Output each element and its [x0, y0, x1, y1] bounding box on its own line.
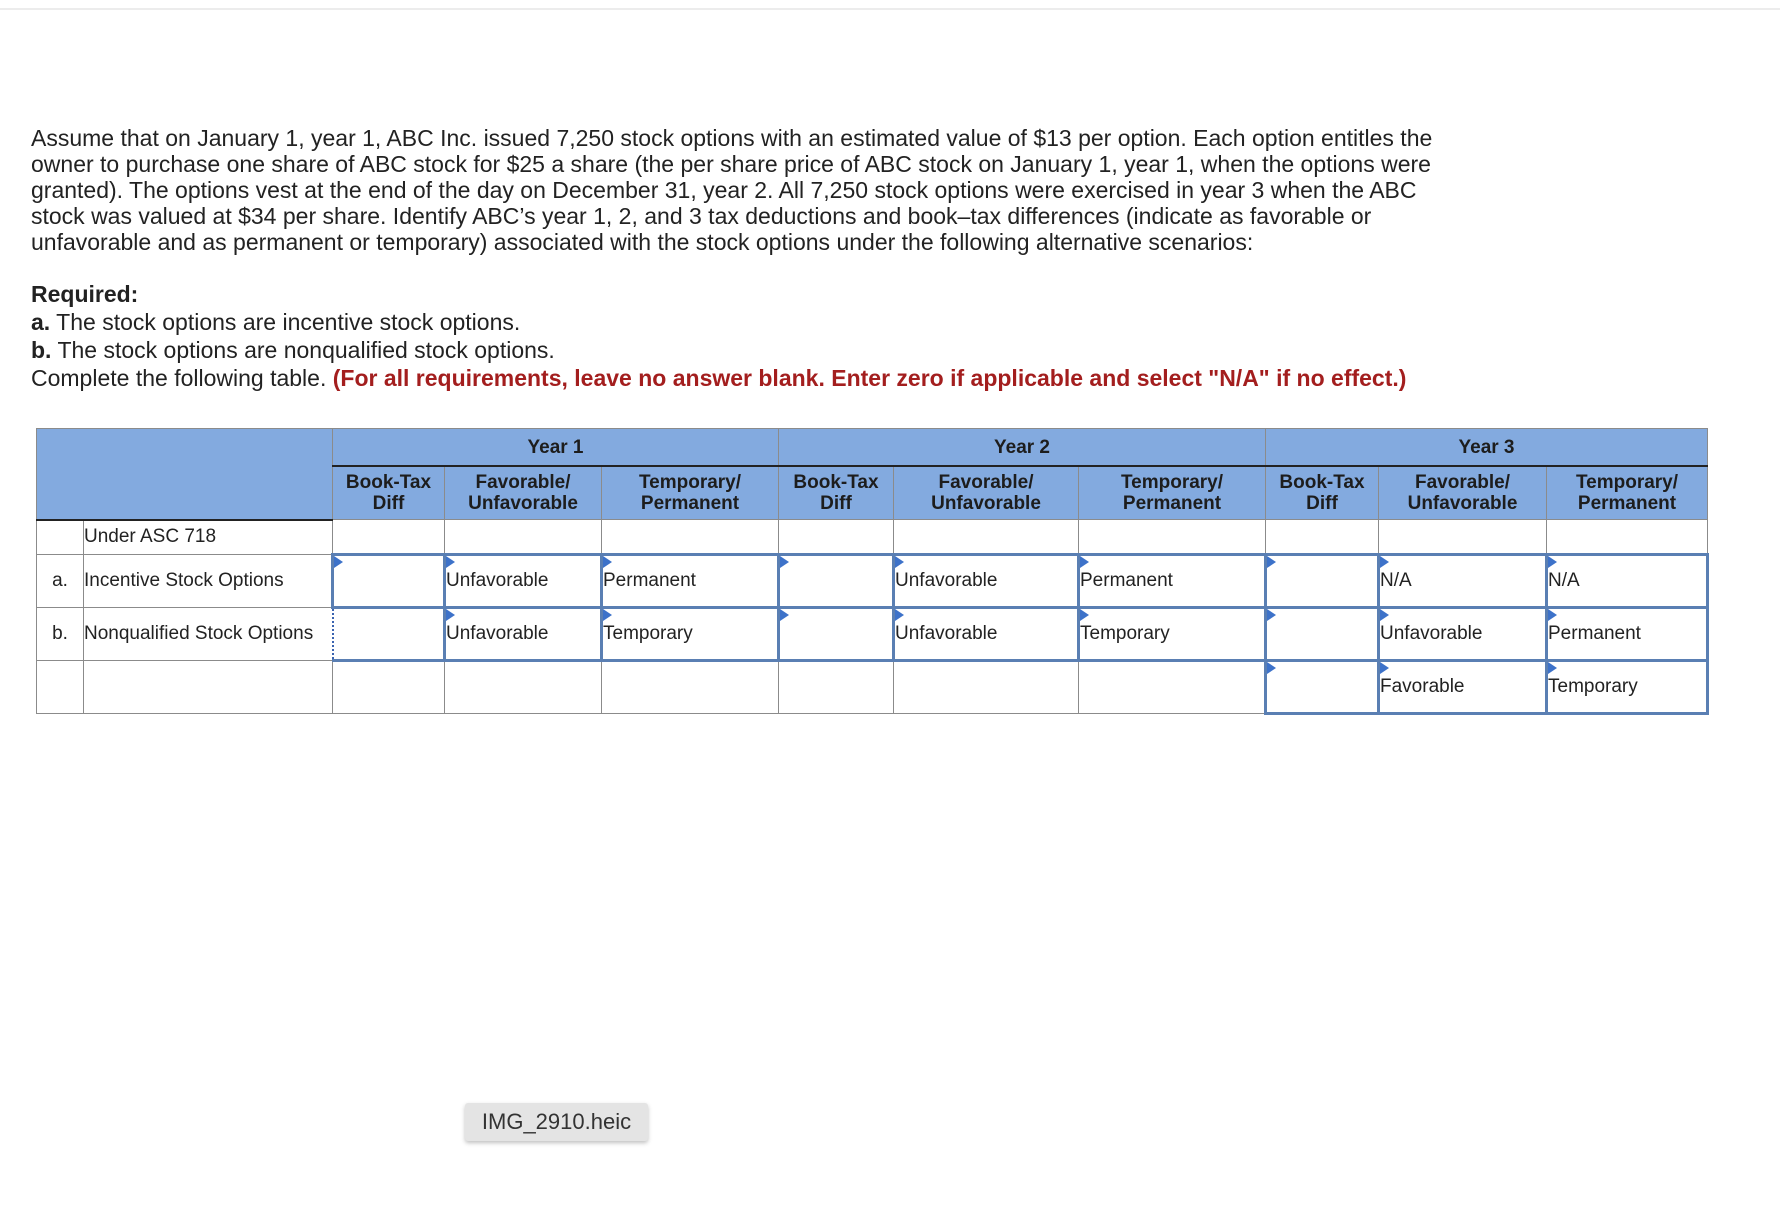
- y2-fav-dropdown[interactable]: Unfavorable: [894, 555, 1079, 608]
- y3-book-tax-input[interactable]: [1266, 555, 1379, 608]
- table-row: [37, 661, 1708, 714]
- y3-temp-header: Temporary/ Permanent: [1547, 466, 1708, 520]
- y3-book-tax-input[interactable]: [1266, 608, 1379, 661]
- cell-marker-icon: [1267, 556, 1276, 568]
- cell-marker-icon: [334, 556, 343, 568]
- y1-fav-dropdown[interactable]: Unfavorable: [445, 608, 602, 661]
- cell-marker-icon: [1267, 662, 1276, 674]
- y2-book-tax-input[interactable]: [779, 608, 894, 661]
- y3-book-tax-input-2[interactable]: [1266, 661, 1379, 714]
- cell-marker-icon: [446, 556, 455, 568]
- y2-book-tax-header: Book-Tax Diff: [779, 466, 894, 520]
- year3-header: Year 3: [1266, 429, 1708, 467]
- y2-temp-dropdown[interactable]: Permanent: [1079, 555, 1266, 608]
- cell-marker-icon: [780, 609, 789, 621]
- answer-table: [36, 428, 1709, 715]
- required-label: Required:: [31, 281, 139, 307]
- y2-fav-dropdown[interactable]: Unfavorable: [894, 608, 1079, 661]
- y1-book-tax-input[interactable]: [333, 555, 445, 608]
- row-letter: b.: [37, 608, 84, 661]
- instruction-note: (For all requirements, leave no answer blank. Enter zero if applicable and select "N/A" if no effect.): [332, 365, 1407, 391]
- problem-paragraph: Assume that on January 1, year 1, ABC Inc. issued 7,250 stock options with an estimated value of $13 per option. Each option entitles the owner to purchase one share of ABC stock for $25 a share (the per share price of ABC stock on January 1, year 1, when the options were granted). The options vest at the end of the day on December 31, year 2. All 7,250 stock options were exercised in year 3 when the ABC stock was valued at $34 per share. Identify ABC’s year 1, 2, and 3 tax deductions and book–tax differences (indicate as favorable or unfavorable and as permanent or temporary) associated with the stock options under the following alternative scenarios:: [31, 125, 1433, 255]
- y2-fav-header: Favorable/ Unfavorable: [894, 466, 1079, 520]
- top-divider: [0, 8, 1780, 10]
- y3-book-tax-header: Book-Tax Diff: [1266, 466, 1379, 520]
- y1-temp-dropdown[interactable]: Permanent: [602, 555, 779, 608]
- y1-fav-dropdown[interactable]: Unfavorable: [445, 555, 602, 608]
- y1-temp-header: Temporary/ Permanent: [602, 466, 779, 520]
- y1-book-tax-input[interactable]: [333, 608, 445, 661]
- cell-marker-icon: [1548, 609, 1557, 621]
- cell-marker-icon: [1267, 609, 1276, 621]
- row-letter: a.: [37, 555, 84, 608]
- req-b-letter: b.: [31, 337, 52, 363]
- year-header-row: [37, 429, 1708, 467]
- section-row: [37, 520, 1708, 555]
- problem-text: [31, 125, 1451, 392]
- cell-marker-icon: [1080, 609, 1089, 621]
- req-a-letter: a.: [31, 309, 51, 335]
- cell-marker-icon: [446, 609, 455, 621]
- table-row: [37, 555, 1708, 608]
- instruction-text: Complete the following table.: [31, 365, 327, 391]
- cell-marker-icon: [895, 556, 904, 568]
- requirements: [31, 280, 1451, 392]
- cell-marker-icon: [1548, 556, 1557, 568]
- y3-fav-dropdown[interactable]: N/A: [1379, 555, 1547, 608]
- table-row: [37, 608, 1708, 661]
- req-a-text: The stock options are incentive stock options.: [56, 309, 521, 335]
- y2-temp-header: Temporary/ Permanent: [1079, 466, 1266, 520]
- y1-fav-header: Favorable/ Unfavorable: [445, 466, 602, 520]
- cell-marker-icon: [780, 556, 789, 568]
- cell-marker-icon: [1380, 662, 1389, 674]
- y1-book-tax-header: Book-Tax Diff: [333, 466, 445, 520]
- cell-marker-icon: [895, 609, 904, 621]
- year2-header: Year 2: [779, 429, 1266, 467]
- y3-fav-dropdown[interactable]: Unfavorable: [1379, 608, 1547, 661]
- y2-book-tax-input[interactable]: [779, 555, 894, 608]
- row-label: Incentive Stock Options: [84, 555, 333, 608]
- y3-temp-dropdown[interactable]: Permanent: [1547, 608, 1708, 661]
- section-label: Under ASC 718: [84, 520, 333, 555]
- y3-fav-dropdown-2[interactable]: Favorable: [1379, 661, 1547, 714]
- cell-marker-icon: [1548, 662, 1557, 674]
- year1-header: Year 1: [333, 429, 779, 467]
- y3-temp-dropdown-2[interactable]: Temporary: [1547, 661, 1708, 714]
- cell-marker-icon: [1380, 609, 1389, 621]
- y2-temp-dropdown[interactable]: Temporary: [1079, 608, 1266, 661]
- y3-fav-header: Favorable/ Unfavorable: [1379, 466, 1547, 520]
- cell-marker-icon: [1380, 556, 1389, 568]
- row-label: Nonqualified Stock Options: [84, 608, 333, 661]
- cell-marker-icon: [603, 609, 612, 621]
- req-b-text: The stock options are nonqualified stock options.: [57, 337, 555, 363]
- cell-marker-icon: [603, 556, 612, 568]
- cell-marker-icon: [1080, 556, 1089, 568]
- y1-temp-dropdown[interactable]: Temporary: [602, 608, 779, 661]
- attachment-filename[interactable]: IMG_2910.heic: [465, 1103, 648, 1141]
- y3-temp-dropdown[interactable]: N/A: [1547, 555, 1708, 608]
- blank-header: [37, 429, 333, 520]
